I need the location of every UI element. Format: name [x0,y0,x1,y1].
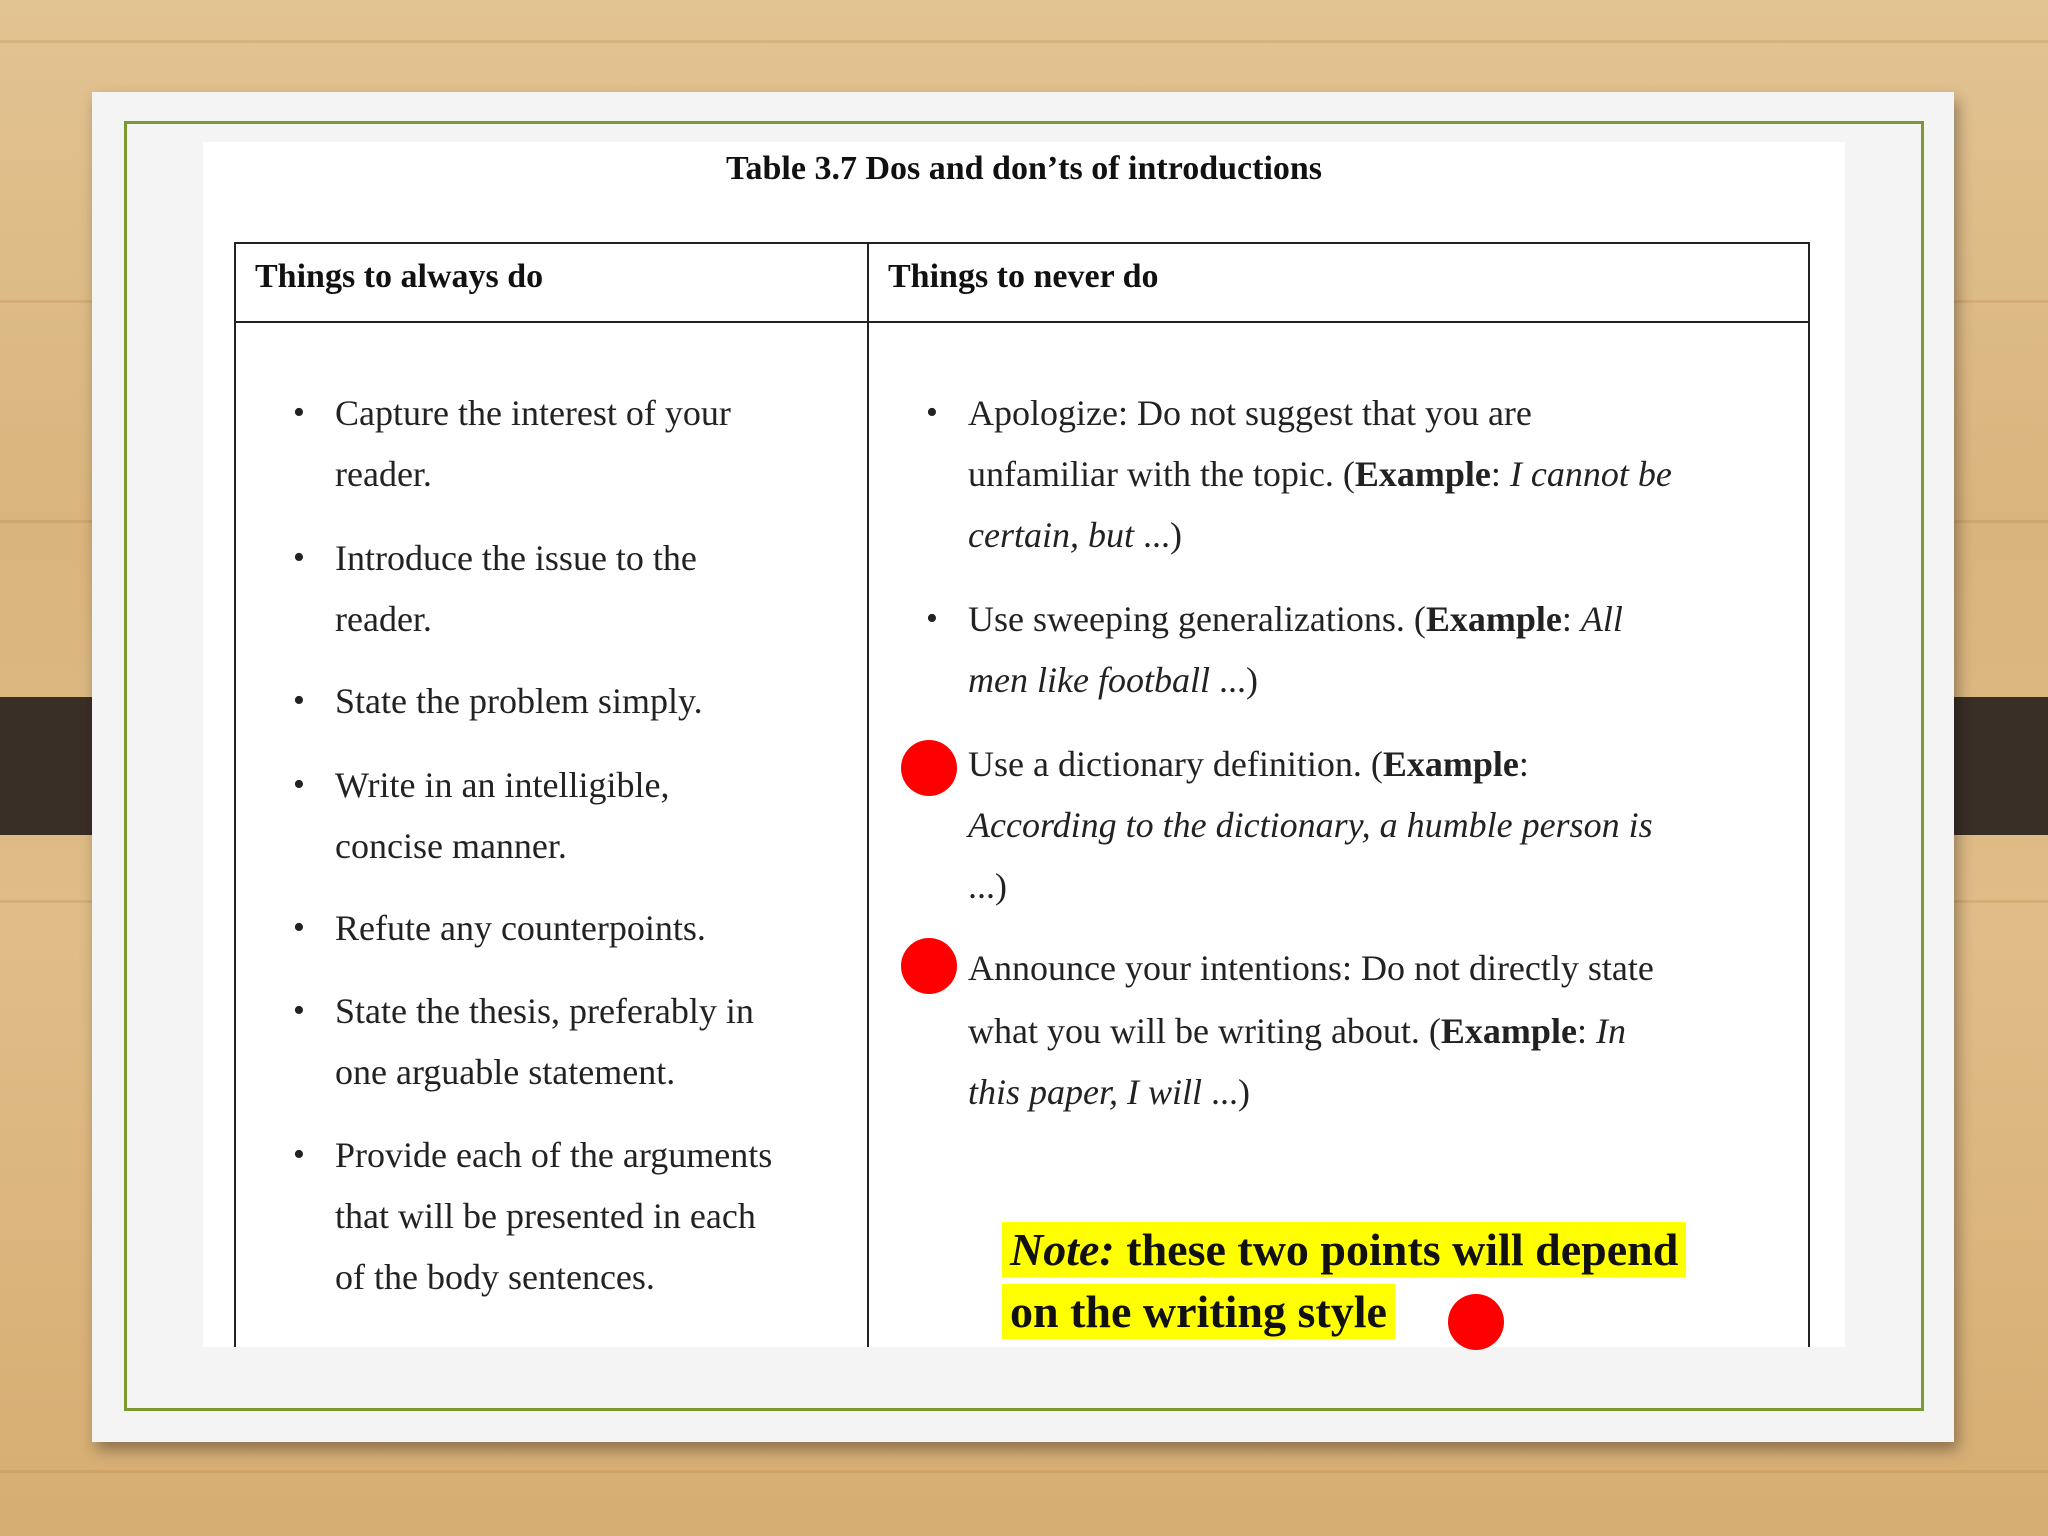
do-item-7-line-1: Provide each of the arguments [335,1135,773,1175]
dont-item-4-line-3: this paper, I will ...) [968,1072,1251,1112]
bullet-icon: • [293,394,305,431]
do-item-1-line-1: Capture the interest of your [335,393,731,433]
do-item-5-line-1: Refute any counterpoints. [335,908,706,948]
do-item-7-line-2: that will be presented in each [335,1196,756,1236]
dont-item-2-line-1: Use sweeping generalizations. (Example: All [968,599,1623,639]
bullet-icon: • [926,394,938,431]
bullet-icon: • [293,682,305,719]
dont-item-1-line-1: Apologize: Do not suggest that you are [968,393,1532,433]
header-divider [234,321,1810,323]
do-item-4-line-2: concise manner. [335,826,567,866]
note-line-2: on the writing style [1002,1282,1395,1342]
bullet-icon: • [293,909,305,946]
red-dot-marker [901,938,957,994]
do-item-6-line-1: State the thesis, preferably in [335,991,754,1031]
bullet-icon: • [293,1136,305,1173]
do-item-7-line-3: of the body sentences. [335,1257,655,1297]
header-never-do: Things to never do [888,258,1159,295]
note-line-1: Note: these two points will depend [1002,1220,1686,1280]
table-caption: Table 3.7 Dos and don’ts of introductions [725,150,1323,187]
bullet-icon: • [293,766,305,803]
do-item-4-line-1: Write in an intelligible, [335,765,670,805]
dont-item-1-line-2: unfamiliar with the topic. (Example: I cannot be [968,454,1672,494]
do-item-2-line-1: Introduce the issue to the [335,538,697,578]
dont-item-4-line-1: Announce your intentions: Do not directly state [968,948,1654,988]
do-item-1-line-2: reader. [335,454,432,494]
dont-item-4-line-2: what you will be writing about. (Example: In [968,1011,1626,1051]
do-item-3-line-1: State the problem simply. [335,681,703,721]
column-divider [867,242,869,1347]
note-label: Note: [1010,1224,1115,1275]
bullet-icon: • [293,992,305,1029]
red-dot-marker [901,740,957,796]
red-dot-marker [1448,1294,1504,1350]
bullet-icon: • [293,539,305,576]
dont-item-3-line-3: ...) [968,866,1007,906]
dont-item-3-line-2: According to the dictionary, a humble person is [968,805,1653,845]
dont-item-3-line-1: Use a dictionary definition. (Example: [968,744,1529,784]
dont-item-1-line-3: certain, but ...) [968,515,1182,555]
do-item-2-line-2: reader. [335,599,432,639]
do-item-6-line-2: one arguable statement. [335,1052,676,1092]
dont-item-2-line-2: men like football ...) [968,660,1258,700]
bullet-icon: • [926,600,938,637]
header-always-do: Things to always do [255,258,544,295]
